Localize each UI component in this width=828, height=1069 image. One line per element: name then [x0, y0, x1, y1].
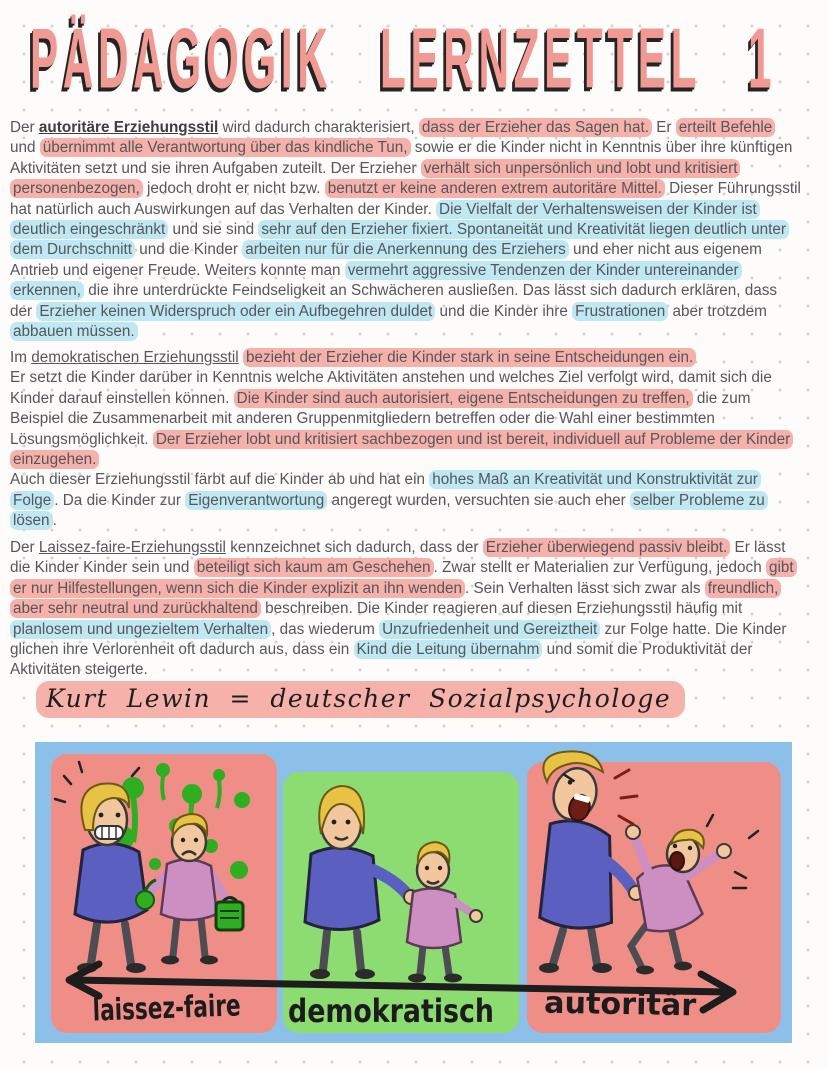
text-segment: die ihre unterdrückte Feindseligkeit an Schwächeren ausließen. Das lässt sich dadurch erklären, dass der	[10, 282, 778, 320]
highlighted-text-segment: gibt er nur Hilfestellungen, wenn sich die Kinder explizit an ihn wenden	[10, 558, 797, 597]
highlighted-text-segment: abbauen müssen.	[10, 322, 138, 341]
text-segment: Er lässt die Kinder Kinder sein und	[10, 539, 786, 577]
text-segment: und	[10, 139, 40, 157]
highlighted-text-segment: übernimmt alle Verantwortung über das kindliche Tun,	[40, 138, 411, 157]
highlighted-text-segment: planlosem und ungezieltem Verhalten	[10, 620, 271, 639]
highlighted-text-segment: dass der Erzieher das Sagen hat.	[419, 118, 652, 137]
text-segment: .	[52, 512, 57, 530]
illustration-label-autoritaer: autoritär	[543, 985, 696, 1024]
highlighted-text-segment: vermehrt aggressive Tendenzen der Kinder untereinander erkennen,	[10, 261, 742, 300]
handwritten-note-text: Kurt Lewin = deutscher Sozialpsychologe	[36, 681, 685, 718]
handwritten-note	[36, 684, 685, 713]
text-segment: wird dadurch charakterisiert,	[218, 119, 419, 136]
text-segment: die zum Beispiel die Zusammenarbeit mit anderen Gruppenmitgliedern betreffen oder die Wahl einer bestimmten Lösungsmöglichkeit.	[10, 389, 751, 448]
text-segment: . Sein Verhalten lässt sich zwar als	[464, 579, 705, 597]
highlighted-text-segment: hohes Maß an Kreativität und Konstruktivität zur Folge	[10, 470, 761, 509]
text-segment: , das wiederum	[271, 620, 380, 638]
text-segment: . Da die Kinder zur	[54, 491, 186, 509]
highlighted-text-segment: erteilt Befehle	[676, 118, 776, 137]
highlighted-text-segment: verhält sich unpersönlich und lobt und kritisiert personenbezogen,	[10, 159, 740, 198]
highlighted-text-segment: bezieht der Erzieher die Kinder stark in seine Entscheidungen ein.	[243, 348, 696, 367]
text-segment: aber trotzdem	[668, 302, 767, 320]
text-segment: und somit die Produktivität der Aktivitäten steigerte.	[10, 641, 753, 679]
parenting-styles-illustration	[35, 742, 792, 1048]
highlighted-text-segment: Eigenverantwortung	[185, 491, 327, 510]
text-segment: und sie sind	[168, 221, 259, 239]
paragraph-autoritaerer-erziehungsstil	[10, 118, 802, 342]
highlighted-text-segment: freundlich, aber sehr neutral und zurückhaltend	[10, 579, 781, 618]
highlighted-text-segment: Erzieher überwiegend passiv bleibt.	[483, 538, 731, 557]
text-segment: sowie er die Kinder nicht in Kenntnis über ihre künftigen Aktivitäten setzt und sie ihren Aufgaben zuteilt. Der Erzieher	[10, 139, 793, 177]
highlighted-text-segment: benutzt er keine anderen extrem autoritäre Mittel.	[325, 179, 665, 198]
highlighted-text-segment: sehr auf den Erzieher fixiert. Spontaneität und Kreativität liegen deutlich unter dem Durchschnitt	[10, 220, 789, 259]
highlighted-text-segment: Frustrationen	[572, 302, 668, 321]
text-segment: . Zwar stellt er Materialien zur Verfügung, jedoch	[433, 559, 766, 577]
page-title: PÄDAGOGIK LERNZETTEL 1	[30, 9, 777, 107]
highlighted-text-segment: Unzufriedenheit und Gereiztheit	[379, 620, 600, 639]
highlighted-text-segment: arbeiten nur für die Anerkennung des Erziehers	[242, 240, 569, 259]
text-segment: Er setzt die Kinder darüber in Kenntnis welche Aktivitäten anstehen und welches Ziel verfolgt wird, damit sich die Kinder darauf einstellen können.	[10, 369, 772, 407]
illustration-label-demokratisch: demokratisch	[288, 992, 494, 1030]
text-segment: beschreiben. Die Kinder reagieren auf diesen Erziehungsstil häufig mit	[260, 600, 743, 618]
text-segment: Auch dieser Erziehungsstil färbt auf die Kinder ab und hat ein	[10, 471, 430, 489]
text-segment: kennzeichnet sich dadurch, dass der	[225, 539, 483, 556]
text-segment: angeregt wurden, versuchten sie auch eher	[327, 491, 630, 509]
illustration-label-laissez-faire: laissez-faire	[92, 986, 299, 1029]
text-segment: und die Kinder	[135, 241, 243, 259]
text-segment: und die Kinder ihre	[435, 302, 573, 320]
highlighted-text-segment: Kind die Leitung übernahm	[354, 640, 543, 659]
highlighted-text-segment: autoritäre Erziehungsstil	[38, 119, 219, 136]
paragraph-laissez-faire-erziehungsstil	[10, 538, 802, 681]
text-segment: jedoch droht er nicht bzw.	[142, 180, 325, 198]
paragraph-demokratischer-erziehungsstil	[10, 348, 802, 532]
highlighted-text-segment: Laissez-faire-Erziehungsstil	[38, 539, 226, 556]
text-segment: Dieser Führungsstil hat natürlich auch Auswirkungen auf das Verhalten der Kinder.	[10, 180, 801, 218]
highlighted-text-segment: Die Vielfalt der Verhaltensweisen der Kinder ist deutlich eingeschränkt	[10, 200, 760, 239]
text-segment: Der	[10, 539, 39, 556]
highlighted-text-segment: Die Kinder sind auch autorisiert, eigene Entscheidungen zu treffen,	[234, 389, 693, 408]
text-segment: und eher nicht aus eigenem Antrieb und eigener Freude. Weiters konnte man	[10, 241, 762, 279]
highlighted-text-segment: selber Probleme zu lösen	[10, 491, 768, 530]
highlighted-text-segment: demokratischen Erziehungsstil	[31, 349, 239, 366]
text-segment: Er	[651, 119, 676, 136]
highlighted-text-segment: Der Erzieher lobt und kritisiert sachbezogen und ist bereit, individuell auf Probleme der Kinder einzugehen.	[10, 430, 793, 469]
text-segment: zur Folge hatte. Die Kinder glichen ihre Verlorenheit oft dadurch aus, dass ein	[10, 620, 787, 659]
highlighted-text-segment: Erzieher keinen Widerspruch oder ein Aufbegehren duldet	[36, 302, 435, 321]
text-segment: Der	[10, 119, 39, 136]
text-segment: Im	[10, 349, 32, 366]
highlighted-text-segment: beteiligt sich kaum am Geschehen	[194, 558, 434, 577]
